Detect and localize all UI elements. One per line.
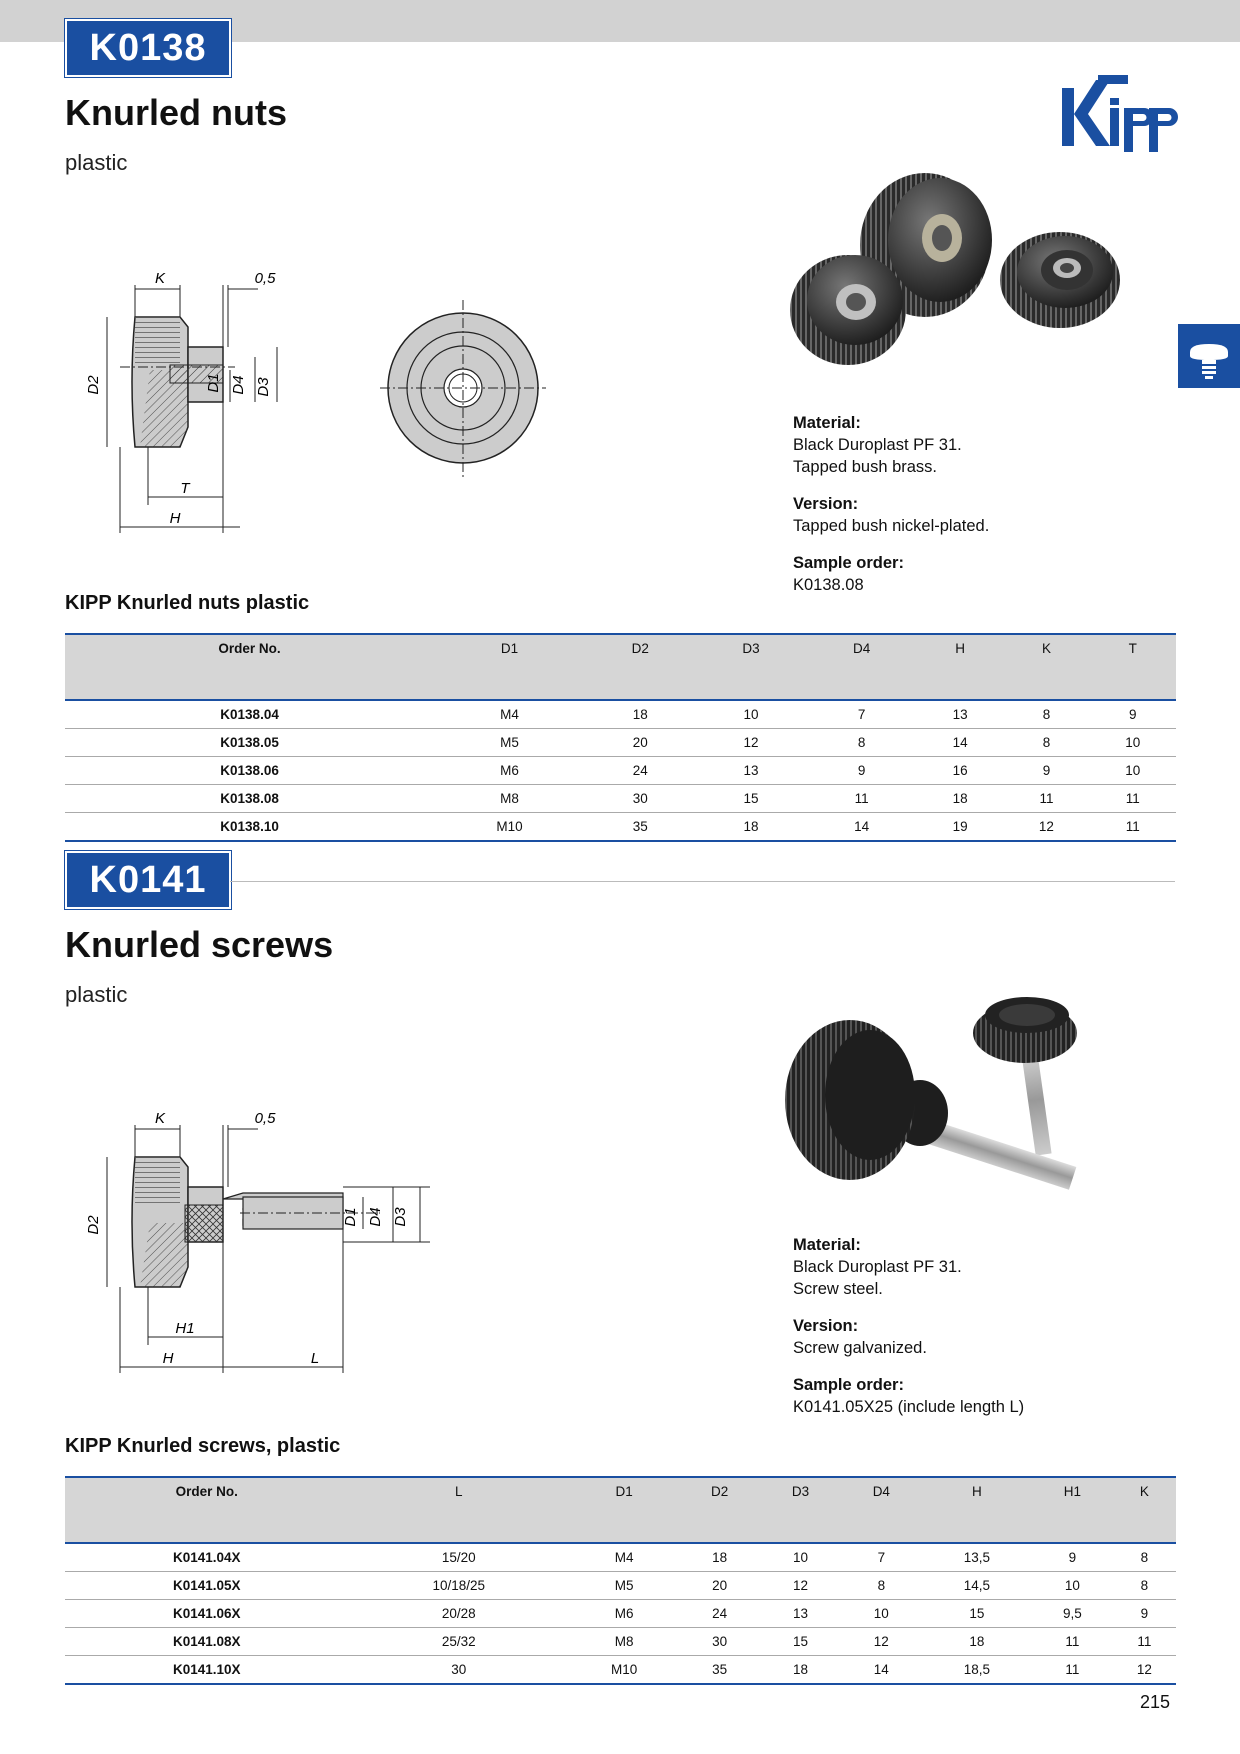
table-cell: M4 — [569, 1543, 679, 1572]
dim-d4-label: D4 — [367, 1207, 384, 1227]
column-header: D3 — [696, 634, 807, 700]
table-cell: 18 — [585, 700, 696, 729]
dim-h-label: H — [162, 1350, 174, 1367]
material-label: Material: — [793, 414, 861, 432]
column-header: Order No. — [65, 1477, 349, 1543]
table-cell: 30 — [349, 1656, 570, 1685]
section-title: Knurled screws — [65, 924, 334, 965]
table-row — [65, 1572, 1176, 1600]
table-cell: 18 — [696, 813, 807, 842]
table-cell: K0141.06X — [65, 1600, 349, 1628]
column-header: L — [349, 1477, 570, 1543]
table-cell: 15 — [922, 1600, 1032, 1628]
sample-order-label: Sample order: — [793, 554, 904, 572]
material-text: Tapped bush brass. — [793, 458, 938, 476]
column-header: D4 — [806, 634, 917, 700]
version-label: Version: — [793, 1317, 859, 1335]
category-tab[interactable] — [1178, 324, 1240, 388]
material-text: Black Duroplast PF 31. — [793, 1258, 962, 1276]
table-cell: 14,5 — [922, 1572, 1032, 1600]
page-title: Knurled nuts — [65, 92, 287, 133]
column-header: H — [917, 634, 1003, 700]
dim-gap-label: 0,5 — [254, 270, 276, 287]
dim-h1-label: H1 — [175, 1320, 195, 1337]
dimensions-table — [65, 633, 1176, 842]
product-code-badge: K0141 — [65, 851, 231, 909]
dim-d2-label: D2 — [85, 375, 102, 395]
dim-l-label: L — [310, 1350, 320, 1367]
dim-d4-label: D4 — [230, 375, 247, 395]
product-code-badge: K0138 — [65, 19, 231, 77]
table-cell: M8 — [569, 1628, 679, 1656]
table-cell: 35 — [585, 813, 696, 842]
dimensions-table — [65, 1476, 1176, 1685]
table-cell: 11 — [806, 785, 917, 813]
table-row — [65, 813, 1176, 842]
table-cell: 16 — [917, 757, 1003, 785]
sample-order-label: Sample order: — [793, 1376, 904, 1394]
table-cell: 13,5 — [922, 1543, 1032, 1572]
column-header: K — [1113, 1477, 1176, 1543]
column-header: H1 — [1032, 1477, 1113, 1543]
section-divider — [230, 881, 1175, 882]
table-cell: K0138.10 — [65, 813, 434, 842]
column-header: D2 — [679, 1477, 760, 1543]
table-cell: 30 — [679, 1628, 760, 1656]
table-row — [65, 700, 1176, 729]
table-cell: 11 — [1003, 785, 1089, 813]
table-cell: 7 — [841, 1543, 922, 1572]
table-cell: 9,5 — [1032, 1600, 1113, 1628]
product-specs — [793, 412, 989, 611]
version-text: Tapped bush nickel-plated. — [793, 517, 990, 535]
table-cell: 18 — [922, 1628, 1032, 1656]
table-cell: 24 — [585, 757, 696, 785]
table-cell: K0138.08 — [65, 785, 434, 813]
column-header: T — [1090, 634, 1176, 700]
table-cell: 15/20 — [349, 1543, 570, 1572]
table-cell: 10 — [1032, 1572, 1113, 1600]
table-cell: 11 — [1032, 1628, 1113, 1656]
table-row — [65, 1656, 1176, 1685]
column-header: D1 — [569, 1477, 679, 1543]
table-cell: 18 — [917, 785, 1003, 813]
table-cell: 13 — [696, 757, 807, 785]
table-row — [65, 1543, 1176, 1572]
table-cell: M5 — [569, 1572, 679, 1600]
dim-d3-label: D3 — [392, 1207, 409, 1227]
table-cell: 14 — [917, 729, 1003, 757]
table-cell: 10 — [841, 1600, 922, 1628]
table-cell: 20 — [585, 729, 696, 757]
table-header-row — [65, 1477, 1176, 1543]
column-header: D3 — [760, 1477, 841, 1543]
dim-d3-label: D3 — [255, 377, 272, 397]
table-cell: 20/28 — [349, 1600, 570, 1628]
table-cell: 11 — [1113, 1628, 1176, 1656]
material-text: Screw steel. — [793, 1280, 883, 1298]
table-cell: 8 — [1113, 1572, 1176, 1600]
table-cell: 18,5 — [922, 1656, 1032, 1685]
dim-h-label: H — [169, 510, 181, 527]
table-cell: K0141.05X — [65, 1572, 349, 1600]
table-cell: M5 — [434, 729, 585, 757]
table-cell: M10 — [434, 813, 585, 842]
table-cell: M10 — [569, 1656, 679, 1685]
table-cell: K0141.10X — [65, 1656, 349, 1685]
table-cell: 7 — [806, 700, 917, 729]
column-header: Order No. — [65, 634, 434, 700]
table-cell: 10 — [1090, 757, 1176, 785]
table-cell: 9 — [1113, 1600, 1176, 1628]
column-header: D2 — [585, 634, 696, 700]
dim-d1-label: D1 — [205, 373, 222, 393]
table-cell: 9 — [1032, 1543, 1113, 1572]
product-specs — [793, 1234, 1024, 1433]
section-subtitle: plastic — [65, 982, 128, 1007]
page-subtitle: plastic — [65, 150, 128, 175]
table-cell: 8 — [1003, 700, 1089, 729]
table-cell: K0141.04X — [65, 1543, 349, 1572]
knurled-screws-photo — [780, 985, 1110, 1205]
table-cell: 10 — [1090, 729, 1176, 757]
table-cell: 14 — [841, 1656, 922, 1685]
table-cell: 20 — [679, 1572, 760, 1600]
table-cell: 12 — [760, 1572, 841, 1600]
table-cell: M4 — [434, 700, 585, 729]
dim-t-label: T — [180, 480, 190, 497]
table-cell: 15 — [696, 785, 807, 813]
table-cell: M8 — [434, 785, 585, 813]
table-cell: 12 — [841, 1628, 922, 1656]
table-cell: 8 — [841, 1572, 922, 1600]
table-cell: 24 — [679, 1600, 760, 1628]
kipp-logo — [1060, 70, 1180, 160]
sample-order-text: K0138.08 — [793, 576, 864, 594]
table-cell: 12 — [1113, 1656, 1176, 1685]
table-cell: 12 — [1003, 813, 1089, 842]
table-cell: M6 — [569, 1600, 679, 1628]
table-cell: 18 — [760, 1656, 841, 1685]
table-cell: 30 — [585, 785, 696, 813]
knurled-nut-icon — [1178, 324, 1240, 388]
table-cell: 19 — [917, 813, 1003, 842]
table-row — [65, 785, 1176, 813]
material-text: Black Duroplast PF 31. — [793, 436, 962, 454]
table-cell: K0141.08X — [65, 1628, 349, 1656]
table-cell: K0138.04 — [65, 700, 434, 729]
table-cell: 10/18/25 — [349, 1572, 570, 1600]
table-cell: 11 — [1032, 1656, 1113, 1685]
table-cell: 14 — [806, 813, 917, 842]
table-cell: 35 — [679, 1656, 760, 1685]
table-cell: 11 — [1090, 813, 1176, 842]
version-text: Screw galvanized. — [793, 1339, 927, 1357]
table-cell: 13 — [760, 1600, 841, 1628]
knurled-nut-drawing — [80, 265, 560, 535]
table-cell: 8 — [1113, 1543, 1176, 1572]
table-cell: 25/32 — [349, 1628, 570, 1656]
table-title: KIPP Knurled nuts plastic — [65, 592, 310, 614]
dim-gap-label: 0,5 — [254, 1110, 276, 1127]
version-label: Version: — [793, 495, 859, 513]
table-row — [65, 729, 1176, 757]
table-cell: 9 — [1090, 700, 1176, 729]
table-cell: 9 — [806, 757, 917, 785]
dim-k-label: K — [154, 270, 166, 287]
table-cell: 18 — [679, 1543, 760, 1572]
table-cell: 12 — [696, 729, 807, 757]
dim-d2-label: D2 — [85, 1215, 102, 1235]
table-cell: 11 — [1090, 785, 1176, 813]
table-row — [65, 1628, 1176, 1656]
table-cell: 8 — [1003, 729, 1089, 757]
dim-k-label: K — [154, 1110, 166, 1127]
table-cell: 13 — [917, 700, 1003, 729]
table-cell: K0138.05 — [65, 729, 434, 757]
table-row — [65, 1600, 1176, 1628]
table-cell: 8 — [806, 729, 917, 757]
table-cell: M6 — [434, 757, 585, 785]
table-cell: 15 — [760, 1628, 841, 1656]
dim-d1-label: D1 — [342, 1207, 359, 1227]
table-cell: K0138.06 — [65, 757, 434, 785]
table-cell: 10 — [696, 700, 807, 729]
table-cell: 9 — [1003, 757, 1089, 785]
page-number: 215 — [1140, 1692, 1171, 1712]
table-title: KIPP Knurled screws, plastic — [65, 1435, 341, 1457]
knurled-nuts-photo — [780, 160, 1140, 390]
table-row — [65, 757, 1176, 785]
table-cell: 10 — [760, 1543, 841, 1572]
table-header-row — [65, 634, 1176, 700]
column-header: H — [922, 1477, 1032, 1543]
sample-order-text: K0141.05X25 (include length L) — [793, 1398, 1025, 1416]
column-header: K — [1003, 634, 1089, 700]
knurled-screw-drawing — [80, 1105, 520, 1385]
material-label: Material: — [793, 1236, 861, 1254]
column-header: D4 — [841, 1477, 922, 1543]
column-header: D1 — [434, 634, 585, 700]
